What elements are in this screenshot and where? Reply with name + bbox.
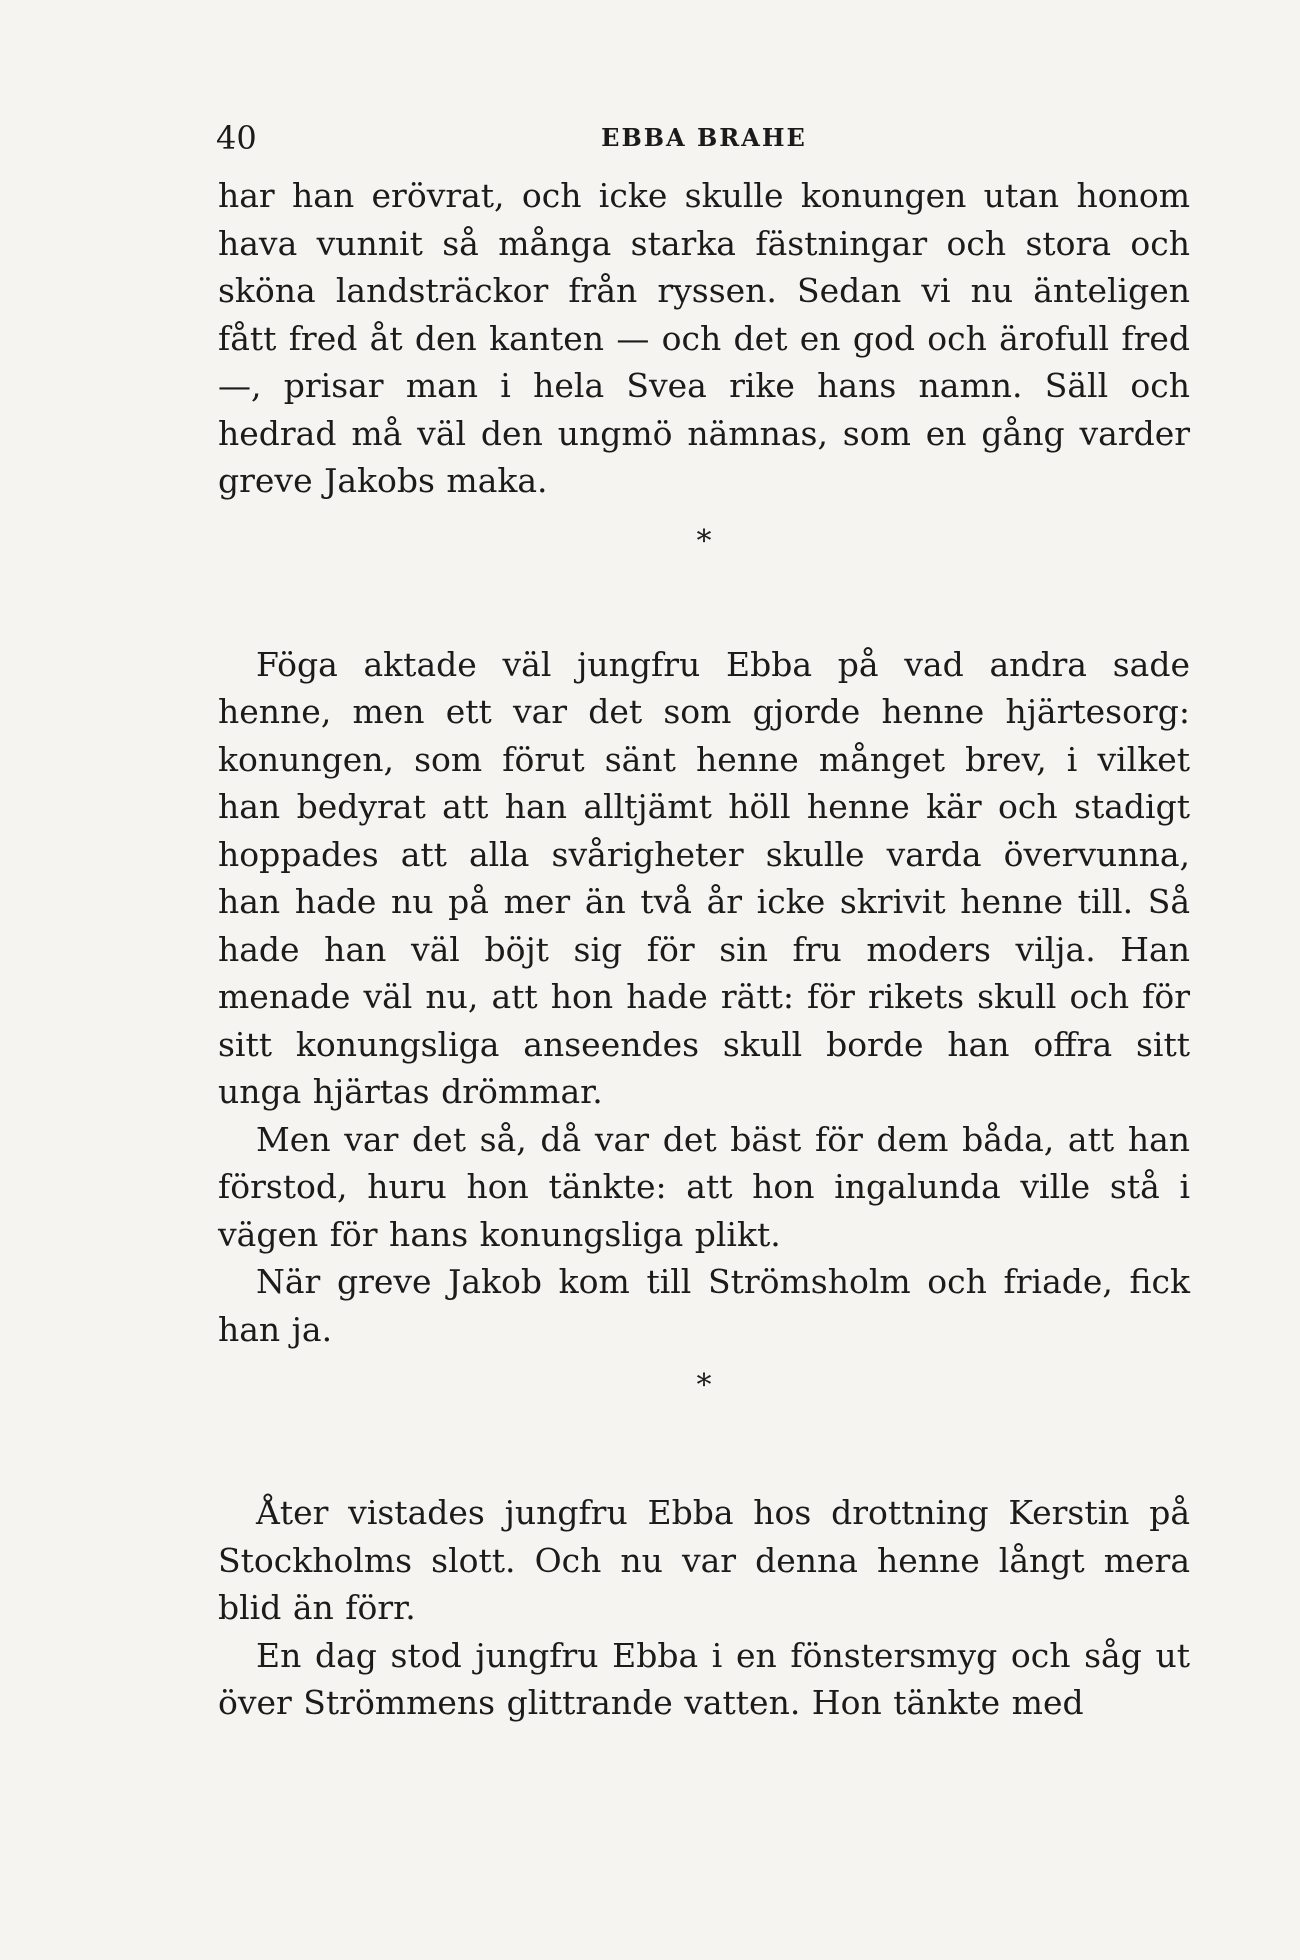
page-header [216, 118, 1192, 158]
paragraph-4: När greve Jakob kom till Strömsholm och friade, fick han ja. [218, 1262, 1190, 1349]
page-body [218, 172, 1190, 1727]
section-separator-2: * [696, 1368, 712, 1403]
running-title: EBBA BRAHE [601, 123, 807, 152]
paragraph-1: har han erövrat, och icke skulle konungen utan honom hava vunnit så många starka fästningar och stora och sköna landsträckor från ryssen. Sedan vi nu änteligen fått fred åt den kanten — och det en god och ärofull fred —, prisar man i hela Svea rike hans namn. Säll och hedrad må väl den ungmö nämnas, som en gång varder greve Jakobs maka. [218, 176, 1190, 500]
paragraph-2: Föga aktade väl jungfru Ebba på vad andra sade henne, men ett var det som gjorde henne hjärtesorg: konungen, som förut sänt henne månget brev, i vilket han bedyrat att han alltjämt höll henne kär och stadigt hoppades att alla svårigheter skulle varda övervunna, han hade nu på mer än två år icke skrivit henne till. Så hade han väl böjt sig för sin fru moders vilja. Han menade väl nu, att hon hade rätt: för rikets skull och för sitt konungsliga anseendes skull borde han offra sitt unga hjärtas drömmar. [218, 644, 1190, 1111]
paragraph-3: Men var det så, då var det bäst för dem båda, att han förstod, huru hon tänkte: att hon ingalunda ville stå i vägen för hans konungsliga plikt. [218, 1119, 1190, 1254]
paragraph-5: Åter vistades jungfru Ebba hos drottning Kerstin på Stockholms slott. Och nu var denna henne långt mera blid än förr. [218, 1493, 1190, 1627]
page-number: 40 [216, 119, 257, 157]
paragraph-6: En dag stod jungfru Ebba i en fönstersmyg och såg ut över Strömmens glittrande vatten. Hon tänkte med [218, 1635, 1190, 1722]
section-separator-1: * [696, 523, 712, 559]
